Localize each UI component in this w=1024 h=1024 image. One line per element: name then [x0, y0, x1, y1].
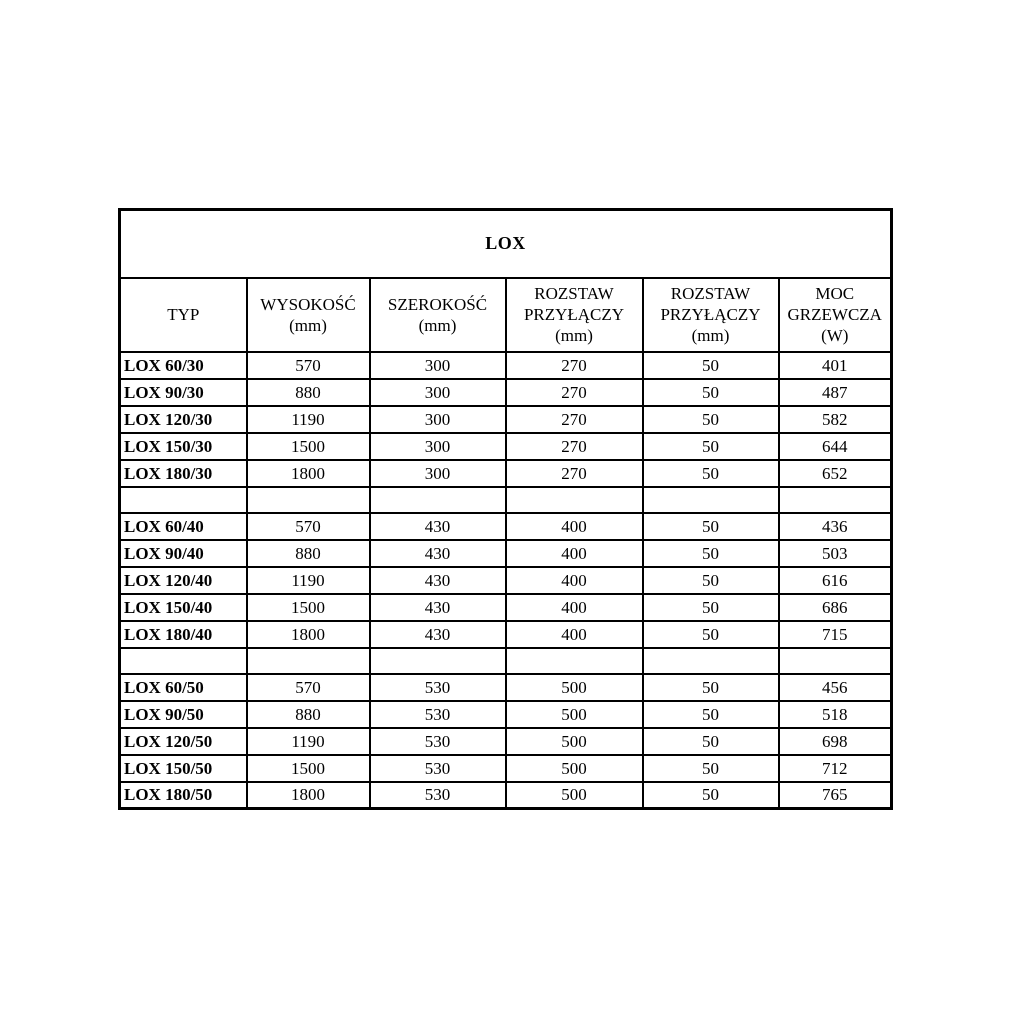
spacer-cell [506, 487, 643, 513]
value-cell: 50 [643, 755, 779, 782]
table-row [120, 460, 892, 487]
value-cell: 698 [779, 728, 892, 755]
value-cell: 50 [643, 540, 779, 567]
type-cell: LOX 90/40 [120, 540, 247, 567]
value-cell: 400 [506, 621, 643, 648]
value-cell: 50 [643, 674, 779, 701]
value-cell: 1800 [247, 621, 370, 648]
value-cell: 430 [370, 513, 506, 540]
value-cell: 500 [506, 782, 643, 809]
value-cell: 500 [506, 728, 643, 755]
value-cell: 400 [506, 513, 643, 540]
value-cell: 270 [506, 352, 643, 379]
spacer-cell [247, 487, 370, 513]
type-cell: LOX 60/40 [120, 513, 247, 540]
spacer-cell [247, 648, 370, 674]
value-cell: 1800 [247, 460, 370, 487]
value-cell: 50 [643, 621, 779, 648]
value-cell: 430 [370, 594, 506, 621]
value-cell: 582 [779, 406, 892, 433]
column-header-label: SZEROKOŚĆ [387, 294, 488, 314]
type-cell: LOX 120/50 [120, 728, 247, 755]
column-header-label: TYP [167, 305, 200, 324]
spacer-cell [779, 648, 892, 674]
type-cell: LOX 180/30 [120, 460, 247, 487]
type-cell: LOX 150/50 [120, 755, 247, 782]
lox-spec-table [118, 208, 893, 810]
column-header-unit: (mm) [289, 315, 327, 335]
column-header [643, 278, 779, 352]
value-cell: 1500 [247, 755, 370, 782]
value-cell: 503 [779, 540, 892, 567]
value-cell: 300 [370, 460, 506, 487]
type-cell: LOX 120/40 [120, 567, 247, 594]
value-cell: 50 [643, 782, 779, 809]
value-cell: 300 [370, 433, 506, 460]
spacer-cell [643, 648, 779, 674]
value-cell: 530 [370, 755, 506, 782]
value-cell: 1190 [247, 406, 370, 433]
value-cell: 712 [779, 755, 892, 782]
spacer-cell [120, 487, 247, 513]
value-cell: 570 [247, 513, 370, 540]
value-cell: 616 [779, 567, 892, 594]
value-cell: 300 [370, 406, 506, 433]
value-cell: 1800 [247, 782, 370, 809]
value-cell: 1500 [247, 433, 370, 460]
value-cell: 270 [506, 379, 643, 406]
value-cell: 300 [370, 352, 506, 379]
value-cell: 487 [779, 379, 892, 406]
column-header [120, 278, 247, 352]
table-row [120, 406, 892, 433]
table-row [120, 513, 892, 540]
table-row [120, 701, 892, 728]
value-cell: 430 [370, 540, 506, 567]
header-row [120, 278, 892, 352]
value-cell: 1190 [247, 728, 370, 755]
spacer-cell [779, 487, 892, 513]
value-cell: 880 [247, 540, 370, 567]
table-row [120, 621, 892, 648]
type-cell: LOX 180/50 [120, 782, 247, 809]
column-header-label: MOC GRZEWCZA [787, 284, 882, 324]
value-cell: 880 [247, 701, 370, 728]
value-cell: 500 [506, 674, 643, 701]
title-row [120, 210, 892, 278]
type-cell: LOX 150/40 [120, 594, 247, 621]
value-cell: 530 [370, 728, 506, 755]
value-cell: 436 [779, 513, 892, 540]
value-cell: 270 [506, 433, 643, 460]
table-title: LOX [120, 210, 892, 278]
column-header-unit: (mm) [418, 315, 457, 335]
value-cell: 50 [643, 594, 779, 621]
type-cell: LOX 60/30 [120, 352, 247, 379]
value-cell: 765 [779, 782, 892, 809]
value-cell: 530 [370, 674, 506, 701]
table-row [120, 755, 892, 782]
value-cell: 50 [643, 379, 779, 406]
spacer-cell [120, 648, 247, 674]
value-cell: 401 [779, 352, 892, 379]
value-cell: 686 [779, 594, 892, 621]
value-cell: 50 [643, 701, 779, 728]
value-cell: 500 [506, 755, 643, 782]
spacer-cell [370, 487, 506, 513]
value-cell: 880 [247, 379, 370, 406]
type-cell: LOX 120/30 [120, 406, 247, 433]
value-cell: 50 [643, 728, 779, 755]
table-row [120, 567, 892, 594]
value-cell: 518 [779, 701, 892, 728]
table-row [120, 728, 892, 755]
spacer-cell [370, 648, 506, 674]
value-cell: 270 [506, 460, 643, 487]
value-cell: 50 [643, 513, 779, 540]
value-cell: 50 [643, 406, 779, 433]
column-header-label: ROZSTAW PRZYŁĄCZY [523, 284, 625, 324]
table-row [120, 540, 892, 567]
table-row [120, 674, 892, 701]
column-header-unit: (mm) [691, 326, 730, 345]
type-cell: LOX 90/50 [120, 701, 247, 728]
table-row [120, 782, 892, 809]
column-header-unit: (W) [821, 326, 849, 345]
spacer-row [120, 487, 892, 513]
table-row [120, 379, 892, 406]
column-header [506, 278, 643, 352]
value-cell: 300 [370, 379, 506, 406]
column-header [370, 278, 506, 352]
type-cell: LOX 60/50 [120, 674, 247, 701]
value-cell: 570 [247, 674, 370, 701]
column-header-label: WYSOKOŚĆ [260, 294, 356, 314]
type-cell: LOX 180/40 [120, 621, 247, 648]
value-cell: 270 [506, 406, 643, 433]
value-cell: 644 [779, 433, 892, 460]
type-cell: LOX 150/30 [120, 433, 247, 460]
value-cell: 500 [506, 701, 643, 728]
value-cell: 715 [779, 621, 892, 648]
table-row [120, 594, 892, 621]
table-row [120, 433, 892, 460]
value-cell: 456 [779, 674, 892, 701]
value-cell: 570 [247, 352, 370, 379]
value-cell: 1190 [247, 567, 370, 594]
spacer-cell [643, 487, 779, 513]
value-cell: 430 [370, 567, 506, 594]
value-cell: 530 [370, 782, 506, 809]
column-header [779, 278, 892, 352]
spacer-cell [506, 648, 643, 674]
value-cell: 400 [506, 540, 643, 567]
table-row [120, 352, 892, 379]
value-cell: 652 [779, 460, 892, 487]
value-cell: 400 [506, 567, 643, 594]
value-cell: 530 [370, 701, 506, 728]
value-cell: 400 [506, 594, 643, 621]
type-cell: LOX 90/30 [120, 379, 247, 406]
value-cell: 50 [643, 352, 779, 379]
value-cell: 430 [370, 621, 506, 648]
value-cell: 50 [643, 460, 779, 487]
value-cell: 1500 [247, 594, 370, 621]
column-header-unit: (mm) [555, 326, 593, 345]
value-cell: 50 [643, 433, 779, 460]
column-header-label: ROZSTAW PRZYŁĄCZY [660, 284, 761, 324]
column-header [247, 278, 370, 352]
spacer-row [120, 648, 892, 674]
value-cell: 50 [643, 567, 779, 594]
